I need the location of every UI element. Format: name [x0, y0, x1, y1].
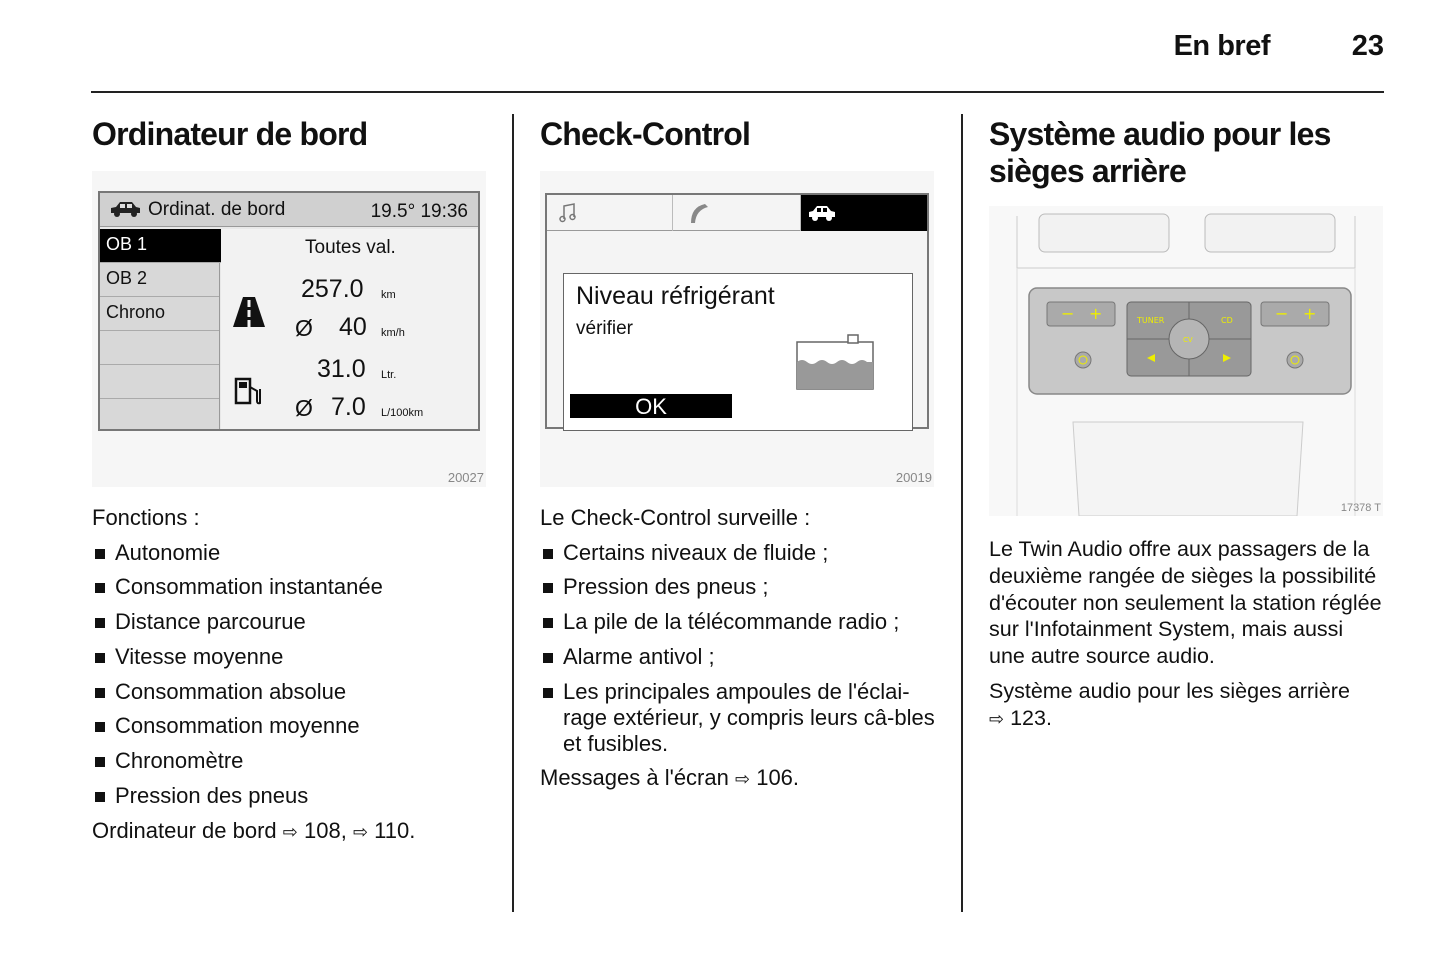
- ref-arrow-icon: ⇨: [734, 769, 751, 790]
- svg-text:−: −: [1275, 304, 1289, 323]
- list-item: Vitesse moyenne: [92, 644, 492, 670]
- twin-audio-paragraph: Le Twin Audio offre aux passagers de la deuxième rangée de sièges la possibilité d'écouter non seulement la station réglée sur l'Infotainment System, mais aussi une autre source audio.: [989, 537, 1382, 669]
- list-item: Consommation absolue: [92, 679, 492, 705]
- column-board-computer: [92, 114, 492, 845]
- svg-text:+: +: [1089, 304, 1103, 323]
- list-item: Pression des pneus ;: [540, 574, 940, 600]
- list-item: Les principales ampoules de l'éclai-rage extérieur, y compris leurs câ-bles et fusibles.: [540, 679, 940, 757]
- screen-tabs: [547, 195, 927, 231]
- list-item: Pression des pneus: [92, 783, 492, 809]
- section-title: En bref: [1173, 30, 1270, 62]
- menu-item-ob1[interactable]: OB 1: [100, 229, 228, 263]
- avg-symbol: Ø: [295, 315, 313, 341]
- ref-arrow-icon: ⇨: [989, 708, 1005, 729]
- page-header: [92, 28, 1384, 68]
- tab-vehicle[interactable]: [801, 195, 927, 231]
- heading-board-computer: Ordinateur de bord: [92, 116, 368, 152]
- display-screen: [98, 191, 480, 431]
- functions-list: [92, 540, 492, 810]
- column-divider-1: [512, 114, 514, 912]
- avg-symbol: Ø: [295, 395, 313, 421]
- svg-text:+: +: [1303, 304, 1317, 323]
- heading-check-control: Check-Control: [540, 116, 751, 152]
- screen-subtitle: Toutes val.: [305, 237, 396, 258]
- screen-values: [221, 229, 478, 429]
- cross-reference[interactable]: Messages à l'écran ⇨ 106.: [540, 765, 800, 791]
- screen-menu: [100, 229, 220, 429]
- value-consumption: 7.0: [331, 393, 366, 421]
- figure-code: 17378 T: [1340, 502, 1381, 514]
- car-icon: [807, 203, 837, 223]
- list-item: Chronomètre: [92, 748, 492, 774]
- list-item: Alarme antivol ;: [540, 644, 940, 670]
- menu-item-empty: [100, 399, 219, 433]
- ref-arrow-icon: ⇨: [282, 821, 298, 842]
- screen-title-bar: [100, 193, 478, 227]
- list-item: Autonomie: [92, 540, 492, 566]
- heading-rear-audio: Système audio pour les sièges arrière: [989, 116, 1331, 189]
- functions-intro: Fonctions :: [92, 505, 200, 530]
- temp-time: 19.5° 19:36: [370, 201, 468, 222]
- menu-item-chrono[interactable]: Chrono: [100, 297, 219, 331]
- unit-km: km: [381, 289, 396, 301]
- tuner-label: TUNER: [1137, 316, 1165, 325]
- music-note-icon: [559, 203, 577, 223]
- figure-code: 20027: [447, 470, 484, 485]
- figure-check-control: [540, 171, 934, 487]
- cross-reference[interactable]: Ordinateur de bord ⇨ 108, ⇨ 110.: [92, 817, 416, 843]
- tab-audio[interactable]: [547, 195, 673, 231]
- road-icon: [231, 297, 267, 327]
- page-number: 23: [1351, 30, 1384, 62]
- message-subtitle: vérifier: [576, 318, 634, 339]
- rear-audio-panel-illustration: [989, 206, 1383, 516]
- message-title: Niveau réfrigérant: [576, 282, 775, 310]
- display-screen: [545, 193, 929, 429]
- cross-reference[interactable]: Système audio pour les sièges arrière ⇨ 123.: [989, 678, 1350, 730]
- fuel-pump-icon: [233, 375, 265, 407]
- menu-item-empty: [100, 365, 219, 399]
- list-item: Certains niveaux de fluide ;: [540, 540, 940, 566]
- ok-button[interactable]: OK: [570, 394, 732, 418]
- svg-text:−: −: [1061, 304, 1075, 323]
- list-item: La pile de la télécommande radio ;: [540, 609, 940, 635]
- menu-item-empty: [100, 331, 219, 365]
- cd-label: CD: [1221, 316, 1233, 325]
- tab-phone[interactable]: [673, 195, 801, 231]
- list-item: Consommation instantanée: [92, 574, 492, 600]
- coolant-tank-icon: [796, 334, 874, 390]
- column-rear-audio: [989, 114, 1385, 733]
- header-rule: [91, 91, 1384, 93]
- phone-icon: [687, 201, 711, 225]
- car-icon: [108, 199, 142, 219]
- unit-l100km: L/100km: [381, 407, 424, 419]
- value-fuel: 31.0: [317, 355, 366, 383]
- column-divider-2: [961, 114, 963, 912]
- menu-item-ob2[interactable]: OB 2: [100, 263, 219, 297]
- figure-code: 20019: [895, 470, 932, 485]
- column-check-control: [540, 114, 940, 793]
- cv-label: CV: [1183, 336, 1193, 344]
- list-item: Consommation moyenne: [92, 713, 492, 739]
- check-intro: Le Check-Control surveille :: [540, 505, 811, 530]
- ref-arrow-icon: ⇨: [352, 821, 369, 842]
- figure-board-computer: [92, 171, 486, 487]
- unit-ltr: Ltr.: [381, 369, 397, 381]
- list-item: Distance parcourue: [92, 609, 492, 635]
- value-autonomie: 257.0: [301, 275, 364, 303]
- unit-kmh: km/h: [381, 327, 405, 339]
- value-speed: 40: [339, 313, 367, 341]
- figure-rear-audio: [989, 206, 1383, 516]
- message-box: [563, 273, 913, 431]
- check-list: [540, 540, 940, 757]
- screen-title: Ordinat. de bord: [148, 199, 286, 220]
